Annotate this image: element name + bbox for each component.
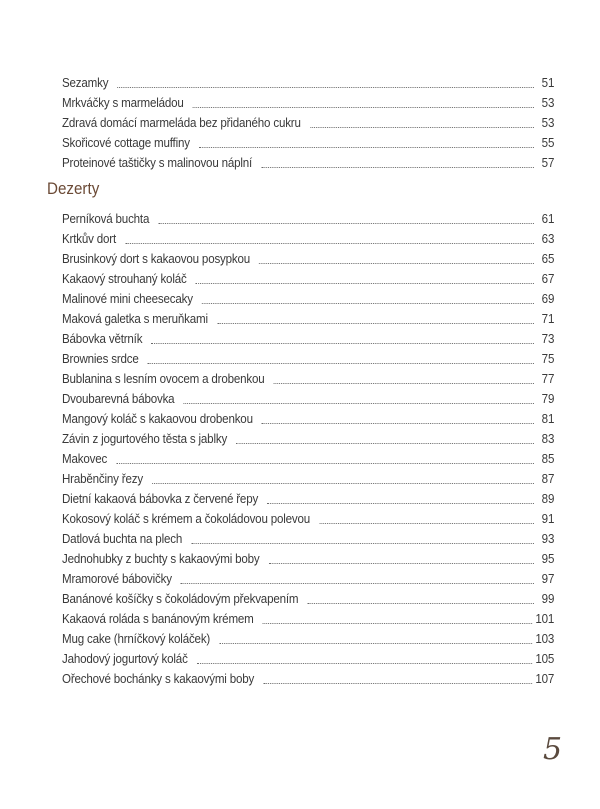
toc-entry[interactable]: [62, 249, 554, 269]
toc-dot-leader: [236, 442, 534, 444]
toc-dot-leader: [310, 126, 534, 128]
toc-entry-page: 73: [541, 332, 555, 346]
toc-dot-leader: [116, 462, 534, 464]
toc-entry[interactable]: [62, 509, 554, 529]
toc-entry-title: Skořicové cottage muffiny: [62, 136, 190, 150]
toc-entry-page: 63: [541, 232, 555, 246]
toc-entry[interactable]: [62, 429, 554, 449]
toc-entry-page: 71: [541, 312, 555, 326]
toc-entry-page: 77: [541, 372, 555, 386]
toc-entry-title: Jednohubky z buchty s kakaovými boby: [62, 552, 260, 566]
toc-entry-title: Proteinové taštičky s malinovou náplní: [62, 156, 253, 170]
toc-entry[interactable]: [62, 369, 554, 389]
toc-entry[interactable]: [62, 349, 554, 369]
toc-entry-page: 81: [541, 412, 555, 426]
toc-entry-title: Dietní kakaová bábovka z červené řepy: [62, 492, 259, 506]
toc-entry-title: Brownies srdce: [62, 352, 139, 366]
toc-entry-title: Brusinkový dort s kakaovou posypkou: [62, 252, 251, 266]
toc-entry[interactable]: [62, 113, 554, 133]
toc-entry-page: 53: [541, 116, 555, 130]
toc-dot-leader: [259, 262, 534, 264]
toc-entry[interactable]: [62, 73, 554, 93]
toc-entry-page: 107: [535, 672, 555, 686]
toc-entry[interactable]: [62, 489, 554, 509]
toc-entry[interactable]: [62, 449, 554, 469]
toc-entry-page: 67: [541, 272, 555, 286]
toc-entry-title: Kakaový strouhaný koláč: [62, 272, 187, 286]
toc-dot-leader: [152, 482, 534, 484]
toc-dot-leader: [184, 402, 534, 404]
toc-entry[interactable]: [62, 93, 554, 113]
toc-dot-leader: [269, 562, 534, 564]
toc-entry-title: Mug cake (hrníčkový koláček): [62, 632, 211, 646]
toc-entry[interactable]: [62, 309, 554, 329]
toc-dot-leader: [202, 302, 534, 304]
toc-entry[interactable]: [62, 389, 554, 409]
toc-dot-leader: [308, 602, 534, 604]
toc-dot-leader: [267, 502, 534, 504]
toc-entry[interactable]: [62, 329, 554, 349]
toc-entry-title: Závin z jogurtového těsta s jablky: [62, 432, 228, 446]
toc-entry-title: Sezamky: [62, 76, 109, 90]
toc-entry[interactable]: [62, 229, 554, 249]
toc-entry[interactable]: [62, 409, 554, 429]
page-number: 5: [543, 732, 563, 767]
toc-entry[interactable]: [62, 469, 554, 489]
toc-entry[interactable]: [62, 649, 554, 669]
toc-entry-page: 95: [541, 552, 555, 566]
toc-entry[interactable]: [62, 133, 554, 153]
toc-entry-title: Mangový koláč s kakaovou drobenkou: [62, 412, 253, 426]
toc-entry-title: Ořechové bochánky s kakaovými boby: [62, 672, 255, 686]
toc-entry-title: Hraběnčiny řezy: [62, 472, 143, 486]
toc-entry-title: Malinové mini cheesecaky: [62, 292, 193, 306]
toc-entry-page: 101: [535, 612, 555, 626]
toc-entry[interactable]: [62, 589, 554, 609]
toc-entry-title: Maková galetka s meruňkami: [62, 312, 208, 326]
toc-entry-page: 103: [535, 632, 555, 646]
toc-entry[interactable]: [62, 569, 554, 589]
toc-entry-title: Bublanina s lesním ovocem a drobenkou: [62, 372, 265, 386]
toc-dot-leader: [196, 282, 534, 284]
toc-entry-page: 83: [541, 432, 555, 446]
toc-entry-page: 85: [541, 452, 555, 466]
toc-dot-leader: [219, 642, 531, 644]
toc-entry[interactable]: [62, 629, 554, 649]
toc-entry-title: Krtkův dort: [62, 232, 117, 246]
toc-dot-leader: [197, 662, 532, 664]
toc-entry[interactable]: [62, 549, 554, 569]
toc-entry-title: Jahodový jogurtový koláč: [62, 652, 188, 666]
toc-dot-leader: [193, 106, 534, 108]
toc-dot-leader: [217, 322, 534, 324]
toc-dot-leader: [152, 342, 534, 344]
toc-entry-page: 55: [541, 136, 555, 150]
toc-entry-title: Makovec: [62, 452, 108, 466]
toc-entry-title: Kokosový koláč s krémem a čokoládovou polevou: [62, 512, 311, 526]
toc-entry-page: 51: [541, 76, 555, 90]
toc-entry-title: Perníková buchta: [62, 212, 150, 226]
toc-dot-leader: [274, 382, 534, 384]
toc-dot-leader: [262, 422, 534, 424]
toc-dot-leader: [118, 86, 534, 88]
toc-dot-leader: [199, 146, 534, 148]
toc-dot-leader: [191, 542, 534, 544]
section-heading-dezerty: Dezerty: [47, 180, 100, 198]
toc-entry[interactable]: [62, 269, 554, 289]
toc-entry-page: 53: [541, 96, 555, 110]
toc-entry-page: 99: [541, 592, 555, 606]
toc-entry-page: 91: [541, 512, 555, 526]
toc-list-continued: [62, 73, 554, 173]
toc-entry-title: Mrkváčky s marmeládou: [62, 96, 184, 110]
toc-entry-title: Datlová buchta na plech: [62, 532, 183, 546]
toc-entry-title: Mramorové bábovičky: [62, 572, 172, 586]
toc-entry-page: 75: [541, 352, 555, 366]
toc-entry-page: 93: [541, 532, 555, 546]
toc-entry-title: Kakaová roláda s banánovým krémem: [62, 612, 254, 626]
toc-entry[interactable]: [62, 209, 554, 229]
toc-dot-leader: [263, 682, 531, 684]
toc-entry[interactable]: [62, 289, 554, 309]
toc-entry-page: 105: [535, 652, 555, 666]
toc-entry[interactable]: [62, 609, 554, 629]
toc-entry-title: Dvoubarevná bábovka: [62, 392, 175, 406]
toc-dot-leader: [263, 622, 532, 624]
toc-entry-title: Zdravá domácí marmeláda bez přidaného cukru: [62, 116, 301, 130]
toc-entry-page: 57: [541, 156, 555, 170]
toc-entry-title: Banánové košíčky s čokoládovým překvapením: [62, 592, 299, 606]
toc-dot-leader: [125, 242, 534, 244]
toc-entry[interactable]: [62, 529, 554, 549]
toc-entry-page: 65: [541, 252, 555, 266]
toc-entry-page: 87: [541, 472, 555, 486]
toc-list-dezerty: [62, 209, 554, 689]
toc-entry[interactable]: [62, 153, 554, 173]
toc-dot-leader: [158, 222, 534, 224]
toc-dot-leader: [261, 166, 534, 168]
toc-entry-title: Bábovka větrník: [62, 332, 143, 346]
toc-entry[interactable]: [62, 669, 554, 689]
toc-entry-page: 89: [541, 492, 555, 506]
toc-dot-leader: [181, 582, 534, 584]
toc-dot-leader: [148, 362, 534, 364]
toc-dot-leader: [319, 522, 534, 524]
toc-entry-page: 97: [541, 572, 555, 586]
toc-entry-page: 69: [541, 292, 555, 306]
toc-entry-page: 79: [541, 392, 555, 406]
toc-entry-page: 61: [541, 212, 555, 226]
